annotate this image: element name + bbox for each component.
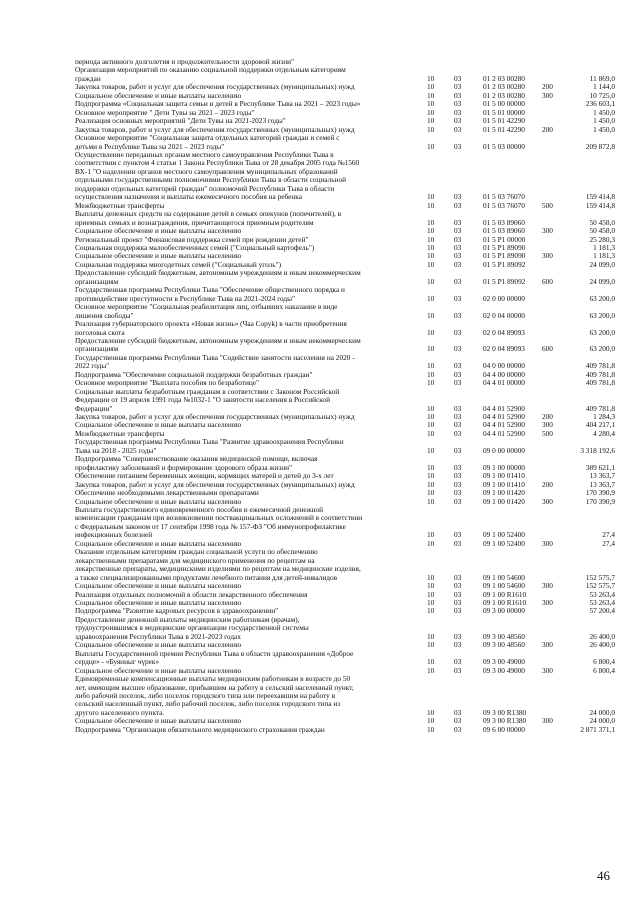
row-section-code: 10	[427, 496, 435, 506]
row-target-code: 04 4 01 52900	[483, 412, 525, 422]
row-target-code: 09 1 00 00000	[483, 462, 525, 472]
row-amount: 159 414,8	[585, 192, 615, 202]
row-subsection-code: 03	[454, 217, 462, 227]
row-target-code: 04 4 00 00000	[483, 369, 525, 379]
row-name: Закупка товаров, работ и услуг для обеспечения государственных (муниципальных) нужд	[75, 479, 355, 489]
row-section-code: 10	[427, 242, 435, 252]
row-section-code: 10	[427, 538, 435, 548]
row-section-code: 10	[427, 445, 435, 455]
row-amount: 6 800,4	[593, 657, 615, 667]
row-expense-type: 300	[542, 90, 553, 100]
row-subsection-code: 03	[454, 310, 462, 320]
row-target-code: 01 5 03 00000	[483, 141, 525, 151]
row-amount: 1 181,3	[593, 242, 615, 252]
row-subsection-code: 03	[454, 73, 462, 83]
row-amount: 4 280,4	[593, 428, 615, 438]
row-subsection-code: 03	[454, 251, 462, 261]
row-amount: 389 621,1	[585, 462, 615, 472]
row-section-code: 10	[427, 90, 435, 100]
row-amount: 24 000,0	[589, 716, 615, 726]
row-subsection-code: 03	[454, 327, 462, 337]
row-section-code: 10	[427, 716, 435, 726]
row-target-code: 09 1 00 R1610	[483, 598, 527, 607]
row-name: Предоставление субсидий бюджетным, автономным учреждениям и иным некоммерческим организациям	[75, 268, 361, 286]
row-target-code: 01 5 01 42290	[483, 116, 525, 126]
row-subsection-code: 03	[454, 90, 462, 100]
row-target-code: 09 1 00 54600	[483, 581, 525, 591]
page-number: 46	[597, 868, 610, 883]
row-expense-type: 300	[542, 226, 553, 236]
row-subsection-code: 03	[454, 530, 462, 540]
budget-table	[75, 58, 615, 734]
row-amount: 24 099,0	[589, 259, 615, 269]
row-section-code: 10	[427, 200, 435, 210]
row-section-code: 10	[427, 124, 435, 134]
table-row	[75, 438, 615, 455]
row-name: Социальное обеспечение и иные выплаты населению	[75, 90, 242, 100]
table-row	[75, 455, 615, 472]
row-target-code: 01 5 00 00000	[483, 99, 525, 109]
table-row	[75, 354, 615, 371]
row-target-code: 09 1 00 52400	[483, 530, 525, 540]
row-expense-type: 200	[542, 412, 553, 422]
row-section-code: 10	[427, 412, 435, 422]
row-target-code: 04 4 01 52900	[483, 428, 525, 438]
row-subsection-code: 03	[454, 479, 462, 489]
row-amount: 2 871 371,1	[580, 724, 615, 734]
row-amount: 27,4	[602, 538, 615, 548]
row-amount: 1 284,3	[593, 412, 615, 422]
row-name: Межбюджетные трансферты	[75, 200, 165, 210]
row-section-code: 10	[427, 462, 435, 472]
row-name: Подпрограмма "Организация обязательного медицинского страхования граждан	[75, 724, 325, 734]
row-name: Организация мероприятий по оказанию социальной поддержки отдельным категориям граждан	[75, 65, 346, 83]
row-amount: 3 318 192,6	[580, 445, 615, 455]
row-section-code: 10	[427, 530, 435, 540]
row-name: Закупка товаров, работ и услуг для обеспечения государственных (муниципальных) нужд	[75, 412, 355, 422]
row-name: Закупка товаров, работ и услуг для обеспечения государственных (муниципальных) нужд	[75, 124, 355, 134]
row-target-code: 04 0 00 00000	[483, 361, 525, 371]
row-section-code: 10	[427, 471, 435, 481]
row-subsection-code: 03	[454, 581, 462, 591]
row-target-code: 09 1 00 01410	[483, 479, 525, 489]
row-name: Государственная программа Республики Тыва "Обеспечение общественного порядка и противодействие преступности в Республике Тыва на 2021-2024 годы"	[75, 285, 345, 303]
row-amount: 236 603,1	[585, 99, 615, 109]
row-subsection-code: 03	[454, 445, 462, 455]
row-subsection-code: 03	[454, 412, 462, 422]
row-name: Социальная поддержка многодетных семей ("Социальный уголь")	[75, 259, 282, 269]
table-row	[75, 388, 615, 413]
row-amount: 53 263,4	[589, 589, 615, 599]
row-amount: 11 869,0	[589, 73, 615, 83]
row-target-code: 01 5 P1 89090	[483, 242, 526, 252]
table-row	[75, 151, 615, 202]
row-target-code: 01 5 03 76070	[483, 192, 525, 202]
row-expense-type: 300	[542, 420, 553, 430]
row-section-code: 10	[427, 73, 435, 83]
row-expense-type: 300	[542, 598, 553, 607]
row-target-code: 01 5 03 76070	[483, 200, 525, 210]
row-subsection-code: 03	[454, 259, 462, 269]
row-subsection-code: 03	[454, 496, 462, 506]
row-section-code: 10	[427, 99, 435, 109]
row-section-code: 10	[427, 640, 435, 650]
row-amount: 24 099,0	[589, 276, 615, 286]
row-name: Государственная программа Республики Тыва "Развитие здравоохранения Республики Тыва на 2018 - 2025 годы"	[75, 437, 344, 455]
row-amount: 57 200,4	[589, 606, 615, 616]
row-amount: 24 000,0	[589, 707, 615, 717]
row-expense-type: 200	[542, 479, 553, 489]
row-amount: 209 872,8	[585, 141, 615, 151]
row-amount: 152 575,7	[585, 572, 615, 582]
row-name: Обеспечение питанием беременных женщин, кормящих матерей и детей до 3-х лет	[75, 471, 334, 481]
row-section-code: 10	[427, 192, 435, 202]
row-amount: 25 280,3	[589, 234, 615, 244]
row-amount: 53 263,4	[589, 598, 615, 607]
row-amount: 13 363,7	[589, 471, 615, 481]
row-name: Выплаты денежных средств на содержание детей в семьях опекунов (попечителей), в приемных семьях и вознаграждения, причитающегося приемным родителям	[75, 209, 342, 227]
row-subsection-code: 03	[454, 344, 462, 354]
row-target-code: 01 2 03 00280	[483, 82, 525, 92]
row-amount: 13 363,7	[589, 479, 615, 489]
row-target-code: 09 3 00 48560	[483, 631, 525, 641]
table-row	[75, 269, 615, 286]
row-amount: 1 144,0	[593, 82, 615, 92]
row-target-code: 01 5 P1 89092	[483, 276, 526, 286]
row-name: Реализация основных мероприятий "Дети Тувы на 2021-2023 годы"	[75, 116, 286, 126]
row-subsection-code: 03	[454, 462, 462, 472]
row-subsection-code: 03	[454, 226, 462, 236]
row-target-code: 09 1 00 01420	[483, 488, 525, 498]
row-name: Социальное обеспечение и иные выплаты населению	[75, 420, 242, 430]
row-name: периода активного долголетия и продолжительности здоровой жизни"	[75, 57, 295, 66]
row-expense-type: 500	[542, 428, 553, 438]
row-section-code: 10	[427, 403, 435, 413]
row-section-code: 10	[427, 631, 435, 641]
row-subsection-code: 03	[454, 657, 462, 667]
row-target-code: 09 3 00 49000	[483, 665, 525, 675]
row-target-code: 01 2 03 00280	[483, 90, 525, 100]
row-name: Основное мероприятие "Выплата пособия по безработице"	[75, 378, 260, 388]
row-section-code: 10	[427, 724, 435, 734]
row-subsection-code: 03	[454, 471, 462, 481]
row-subsection-code: 03	[454, 192, 462, 202]
row-name: Оказание отдельным категориям граждан социальной услуги по обеспечению лекарственными препаратами для медицинского применения по рецептам на лекарственные препараты, медицинскими изделиями по рецептам на медицинские изделия, а также специализированными продуктами лечебного питания для детей-инвалидов	[75, 547, 361, 582]
row-amount: 409 781,8	[585, 369, 615, 379]
row-target-code: 01 5 03 89060	[483, 217, 525, 227]
row-name: Основное мероприятие " Дети Тувы на 2021 – 2023 годы"	[75, 107, 255, 117]
row-section-code: 10	[427, 141, 435, 151]
row-amount: 1 450,0	[593, 107, 615, 117]
row-expense-type: 300	[542, 716, 553, 726]
row-name: Социальное обеспечение и иные выплаты населению	[75, 716, 242, 726]
row-target-code: 01 5 01 00000	[483, 107, 525, 117]
row-amount: 63 200,0	[589, 327, 615, 337]
row-target-code: 04 4 01 00000	[483, 378, 525, 388]
row-name: Единовременные компенсационные выплаты медицинским работникам в возрасте до 50 лет, имеющим высшее образование, прибывшим на работу в сельский населенный пункт, либо рабочий поселок, либо поселок городского типа или переехавшим на работу в сельский населенный пункт, либо рабочий поселок, либо поселок городского типа из другого населенного пункта.	[75, 674, 354, 717]
row-amount: 409 781,8	[585, 378, 615, 388]
row-section-code: 10	[427, 259, 435, 269]
row-target-code: 02 0 04 89093	[483, 344, 525, 354]
row-target-code: 09 1 00 01410	[483, 471, 525, 481]
row-target-code: 01 2 03 00280	[483, 73, 525, 83]
row-name: Реализация отдельных полномочий в области лекарственного обеспечения	[75, 589, 308, 599]
row-name: Выплата государственного единовременного пособия и ежемесячной денежной компенсации гражданам при возникновении поствакцинальных осложнений в соответствии с Федеральным законом от 17 сентября 1998 года № 157-ФЗ "Об иммунопрофилактике инфекционных болезней	[75, 505, 363, 540]
row-subsection-code: 03	[454, 572, 462, 582]
row-subsection-code: 03	[454, 665, 462, 675]
row-target-code: 01 5 P1 89090	[483, 251, 526, 261]
row-subsection-code: 03	[454, 82, 462, 92]
row-subsection-code: 03	[454, 589, 462, 599]
row-name: Закупка товаров, работ и услуг для обеспечения государственных (муниципальных) нужд	[75, 82, 355, 92]
row-section-code: 10	[427, 369, 435, 379]
row-name: Предоставление денежной выплаты медицинским работникам (врачам), трудоустроившимся в медицинские организации государственной системы здравоохранения Республики Тыва в 2021-2023 годах	[75, 614, 309, 641]
row-name: Межбюджетные трансферты	[75, 428, 165, 438]
row-section-code: 10	[427, 116, 435, 126]
row-name: Предоставление субсидий бюджетным, автономным учреждениям и иным некоммерческим организациям	[75, 335, 361, 354]
row-expense-type: 300	[542, 581, 553, 591]
row-section-code: 10	[427, 82, 435, 92]
row-target-code: 09 3 00 R1380	[483, 707, 527, 717]
row-section-code: 10	[427, 479, 435, 489]
row-name: Реализация губернаторского проекта «Новая жизнь» (Чаа Соруk) в части приобретения поголовья скота	[75, 319, 347, 337]
row-name: Выплаты Государственной премии Республики Тыва в области здравоохранения «Доброе сердце» - «Буянныг чүрек»	[75, 648, 354, 667]
table-row	[75, 726, 615, 734]
row-subsection-code: 03	[454, 707, 462, 717]
row-amount: 1 450,0	[593, 124, 615, 134]
row-subsection-code: 03	[454, 107, 462, 117]
row-subsection-code: 03	[454, 369, 462, 379]
row-subsection-code: 03	[454, 141, 462, 151]
row-subsection-code: 03	[454, 538, 462, 548]
row-subsection-code: 03	[454, 200, 462, 210]
row-section-code: 10	[427, 428, 435, 438]
table-row	[75, 320, 615, 337]
row-amount: 1 181,3	[593, 251, 615, 261]
table-row	[75, 134, 615, 151]
row-name: Социальное обеспечение и иные выплаты населению	[75, 640, 242, 650]
row-amount: 6 800,4	[593, 665, 615, 675]
row-subsection-code: 03	[454, 488, 462, 498]
row-subsection-code: 03	[454, 116, 462, 126]
row-subsection-code: 03	[454, 640, 462, 650]
row-section-code: 10	[427, 217, 435, 227]
row-amount: 409 781,8	[585, 403, 615, 413]
row-expense-type: 300	[542, 640, 553, 650]
row-subsection-code: 03	[454, 276, 462, 286]
table-row	[75, 506, 615, 540]
row-expense-type: 200	[542, 124, 553, 134]
row-name: Основное мероприятие "Социальная защита отдельных категорий граждан и семей с детьми в Республике Тыва на 2021 – 2023 годы"	[75, 133, 340, 151]
row-subsection-code: 03	[454, 598, 462, 607]
row-name: Социальная поддержка малообеспеченных семей ("Социальный картофель")	[75, 242, 315, 252]
row-subsection-code: 03	[454, 631, 462, 641]
row-amount: 63 200,0	[589, 344, 615, 354]
row-section-code: 10	[427, 657, 435, 667]
row-name: Подпрограмма "Совершенствование оказания медицинской помощи, включая профилактику заболеваний и формирование здорового образа жизни"	[75, 454, 318, 472]
row-amount: 1 450,0	[593, 116, 615, 126]
row-section-code: 10	[427, 361, 435, 371]
row-name: Социальное обеспечение и иные выплаты населению	[75, 251, 242, 261]
row-amount: 26 400,0	[589, 640, 615, 650]
row-section-code: 10	[427, 226, 435, 236]
row-amount: 50 458,0	[589, 226, 615, 236]
row-subsection-code: 03	[454, 428, 462, 438]
row-subsection-code: 03	[454, 234, 462, 244]
table-row	[75, 286, 615, 303]
row-expense-type: 300	[542, 665, 553, 675]
row-name: Социальное обеспечение и иные выплаты населению	[75, 581, 242, 591]
row-target-code: 09 1 00 01420	[483, 496, 525, 506]
row-expense-type: 300	[542, 538, 553, 548]
row-target-code: 09 3 00 00000	[483, 606, 525, 616]
row-name: Подпрограмма "Обеспечение социальной поддержки безработных граждан"	[75, 369, 313, 379]
row-name: Подпрограмма «Социальная защита семьи и детей в Республике Тыва на 2021 – 2023 годы»	[75, 99, 361, 109]
row-section-code: 10	[427, 251, 435, 261]
row-amount: 10 725,0	[589, 90, 615, 100]
row-name: Подпрограмма "Развитие кадровых ресурсов в здравоохранении"	[75, 606, 279, 616]
table-row	[75, 210, 615, 227]
row-expense-type: 500	[542, 200, 553, 210]
row-expense-type: 600	[542, 276, 553, 286]
row-name: Осуществление переданных органам местного самоуправления Республики Тыва в соответствии с пунктом 4 статьи 1 Закона Республики Тыва от 28 декабря 2005 года №1560 ВХ-1 "О наделении органов местного самоуправления муниципальных образований отдельными государственными полномочиями Республики Тыва в области социальной поддержки отдельных категорий граждан" полномочий Республики Тыва в области осуществления назначения и выплаты ежемесячного пособия на ребенка	[75, 149, 360, 202]
row-section-code: 10	[427, 420, 435, 430]
row-subsection-code: 03	[454, 293, 462, 303]
table-row	[75, 650, 615, 667]
row-section-code: 10	[427, 606, 435, 616]
row-name: Социальное обеспечение и иные выплаты населению	[75, 665, 242, 675]
row-subsection-code: 03	[454, 420, 462, 430]
row-section-code: 10	[427, 707, 435, 717]
row-name: Социальное обеспечение и иные выплаты населению	[75, 496, 242, 506]
row-name: Социальное обеспечение и иные выплаты населению	[75, 226, 242, 236]
row-target-code: 09 3 00 48560	[483, 640, 525, 650]
row-name: Государственная программа Республики Тыва "Содействие занятости населения на 2020 - 2022 годы"	[75, 352, 355, 371]
row-target-code: 09 3 00 R1380	[483, 716, 527, 726]
row-subsection-code: 03	[454, 361, 462, 371]
row-amount: 63 200,0	[589, 293, 615, 303]
row-amount: 170 390,9	[585, 488, 615, 498]
row-expense-type: 300	[542, 251, 553, 261]
row-target-code: 09 1 00 54600	[483, 572, 525, 582]
table-row	[75, 337, 615, 354]
row-name: Социальные выплаты безработным гражданам в соответствии с Законом Российской Федерации от 19 апреля 1991 года №1032-1 "О занятости населения в Российской Федерации"	[75, 386, 340, 413]
row-name: Обеспечение необходимыми лекарственными препаратами	[75, 488, 259, 498]
row-amount: 63 200,0	[589, 310, 615, 320]
row-section-code: 10	[427, 293, 435, 303]
row-target-code: 01 5 P1 00000	[483, 234, 526, 244]
row-section-code: 10	[427, 488, 435, 498]
row-section-code: 10	[427, 589, 435, 599]
row-section-code: 10	[427, 665, 435, 675]
table-row	[75, 66, 615, 83]
row-section-code: 10	[427, 572, 435, 582]
table-row	[75, 675, 615, 717]
table-row	[75, 616, 615, 641]
row-subsection-code: 03	[454, 124, 462, 134]
row-expense-type: 200	[542, 82, 553, 92]
row-amount: 409 781,8	[585, 361, 615, 371]
row-target-code: 09 1 00 R1610	[483, 589, 527, 599]
row-section-code: 10	[427, 310, 435, 320]
row-section-code: 10	[427, 598, 435, 607]
row-target-code: 04 4 01 52900	[483, 403, 525, 413]
row-name: Социальное обеспечение и иные выплаты населению	[75, 538, 242, 548]
row-expense-type: 300	[542, 496, 553, 506]
row-target-code: 02 0 04 00000	[483, 310, 525, 320]
row-name: Основное мероприятие "Социальная реабилитация лиц, отбывших наказание в виде лишения свободы"	[75, 302, 338, 320]
row-section-code: 10	[427, 378, 435, 388]
row-name: Региональный проект "Финансовая поддержка семей при рождении детей"	[75, 234, 309, 244]
row-target-code: 09 3 00 49000	[483, 657, 525, 667]
row-amount: 50 458,0	[589, 217, 615, 227]
row-expense-type: 600	[542, 344, 553, 354]
row-target-code: 01 5 P1 89092	[483, 259, 526, 269]
row-section-code: 10	[427, 234, 435, 244]
row-subsection-code: 03	[454, 724, 462, 734]
row-amount: 159 414,8	[585, 200, 615, 210]
row-amount: 170 390,9	[585, 496, 615, 506]
row-target-code: 09 6 00 00000	[483, 724, 525, 734]
row-section-code: 10	[427, 581, 435, 591]
row-target-code: 04 4 01 52900	[483, 420, 525, 430]
row-amount: 152 575,7	[585, 581, 615, 591]
row-target-code: 09 0 00 00000	[483, 445, 525, 455]
row-section-code: 10	[427, 344, 435, 354]
row-subsection-code: 03	[454, 242, 462, 252]
row-target-code: 09 1 00 52400	[483, 538, 525, 548]
row-subsection-code: 03	[454, 378, 462, 388]
row-amount: 26 400,0	[589, 631, 615, 641]
row-section-code: 10	[427, 276, 435, 286]
row-amount: 404 217,1	[585, 420, 615, 430]
row-section-code: 10	[427, 327, 435, 337]
row-subsection-code: 03	[454, 403, 462, 413]
row-section-code: 10	[427, 107, 435, 117]
row-target-code: 02 0 00 00000	[483, 293, 525, 303]
row-subsection-code: 03	[454, 606, 462, 616]
row-name: Социальное обеспечение и иные выплаты населению	[75, 598, 242, 607]
table-row	[75, 303, 615, 320]
row-target-code: 02 0 04 89093	[483, 327, 525, 337]
row-target-code: 01 5 01 42290	[483, 124, 525, 134]
row-subsection-code: 03	[454, 716, 462, 726]
table-row	[75, 548, 615, 582]
row-amount: 27,4	[602, 530, 615, 540]
row-target-code: 01 5 03 89060	[483, 226, 525, 236]
row-subsection-code: 03	[454, 99, 462, 109]
